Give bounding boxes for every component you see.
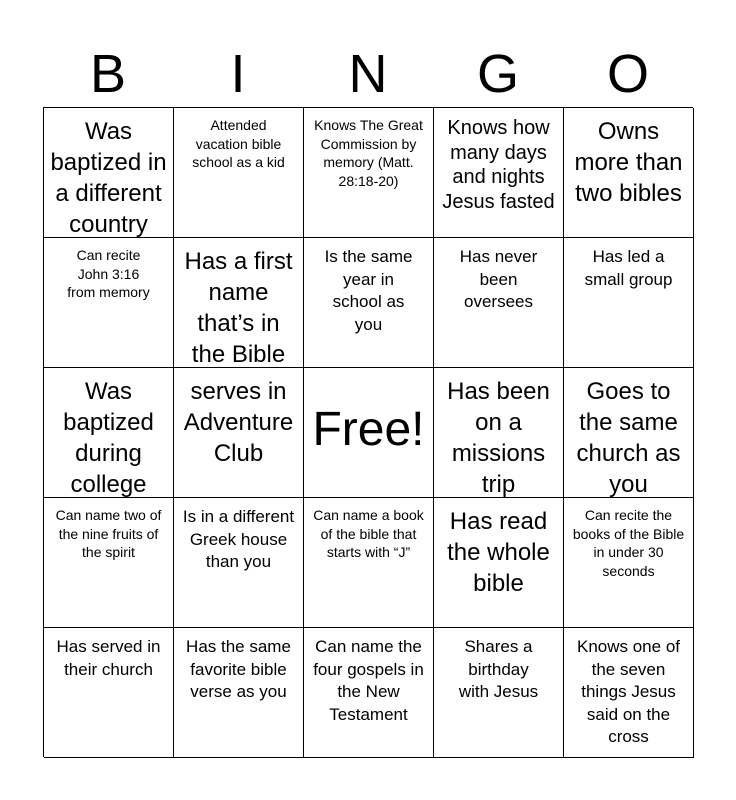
bingo-cell-4-3[interactable]: [304, 498, 434, 628]
bingo-cell-4-5[interactable]: [564, 498, 694, 628]
bingo-cell-1-5[interactable]: [564, 108, 694, 238]
cell-text: Shares a birthday with Jesus: [458, 637, 539, 701]
cell-text: serves in Adventure Club: [183, 378, 294, 467]
bingo-cell-5-4[interactable]: [434, 628, 564, 758]
bingo-cell-2-5[interactable]: [564, 238, 694, 368]
bingo-cell-2-4[interactable]: [434, 238, 564, 368]
cell-text: Can name a book of the bible that starts with “J”: [313, 507, 424, 560]
cell-text: Has led a small group: [584, 247, 673, 289]
cell-text: Can recite John 3:16 from memory: [67, 247, 150, 300]
bingo-cell-2-1[interactable]: [44, 238, 174, 368]
cell-text: Goes to the same church as you: [576, 378, 681, 498]
cell-text: Owns more than two bibles: [574, 118, 683, 207]
header-letter-i: I: [230, 44, 246, 104]
cell-text: Knows how many days and nights Jesus fasted: [442, 117, 555, 213]
bingo-cell-2-3[interactable]: [304, 238, 434, 368]
header-letter-o: O: [606, 44, 649, 104]
cell-text: Attended vacation bible school as a kid: [192, 117, 285, 170]
header-letter-g: G: [476, 44, 519, 104]
free-space-label: Free!: [312, 403, 425, 456]
bingo-cell-1-1[interactable]: [44, 108, 174, 238]
bingo-cell-4-1[interactable]: [44, 498, 174, 628]
header-letter-b: B: [89, 44, 127, 104]
cell-text: Was baptized in a different country: [50, 118, 167, 238]
bingo-cell-1-2[interactable]: [174, 108, 304, 238]
cell-text: Knows The Great Commission by memory (Matt. 28:18-20): [314, 117, 423, 189]
bingo-cell-3-4[interactable]: [434, 368, 564, 498]
bingo-cell-free[interactable]: [304, 368, 434, 498]
cell-text: Was baptized during college: [63, 378, 154, 498]
bingo-header: [43, 40, 693, 108]
bingo-board: [43, 107, 693, 757]
bingo-cell-5-2[interactable]: [174, 628, 304, 758]
bingo-cell-1-3[interactable]: [304, 108, 434, 238]
cell-text: Can name two of the nine fruits of the spirit: [55, 507, 162, 560]
bingo-cell-5-1[interactable]: [44, 628, 174, 758]
cell-text: Has the same favorite bible verse as you: [186, 637, 291, 701]
cell-text: Is the same year in school as you: [324, 247, 413, 334]
bingo-cell-2-2[interactable]: [174, 238, 304, 368]
cell-text: Can recite the books of the Bible in under 30 seconds: [572, 507, 685, 579]
cell-text: Can name the four gospels in the New Testament: [313, 637, 424, 724]
cell-text: Knows one of the seven things Jesus said on the cross: [576, 637, 680, 746]
bingo-cell-1-4[interactable]: [434, 108, 564, 238]
bingo-cell-4-4[interactable]: [434, 498, 564, 628]
bingo-cell-3-2[interactable]: [174, 368, 304, 498]
bingo-cell-5-3[interactable]: [304, 628, 434, 758]
cell-text: Has been on a missions trip: [447, 378, 550, 498]
cell-text: Has a first name that’s in the Bible: [184, 248, 293, 368]
header-letter-n: N: [348, 44, 388, 104]
cell-text: Has served in their church: [56, 637, 161, 679]
cell-text: Has read the whole bible: [447, 508, 550, 597]
bingo-cell-3-1[interactable]: [44, 368, 174, 498]
bingo-cell-3-5[interactable]: [564, 368, 694, 498]
bingo-cell-4-2[interactable]: [174, 498, 304, 628]
cell-text: Is in a different Greek house than you: [182, 507, 295, 571]
bingo-cell-5-5[interactable]: [564, 628, 694, 758]
cell-text: Has never been oversees: [459, 247, 538, 311]
